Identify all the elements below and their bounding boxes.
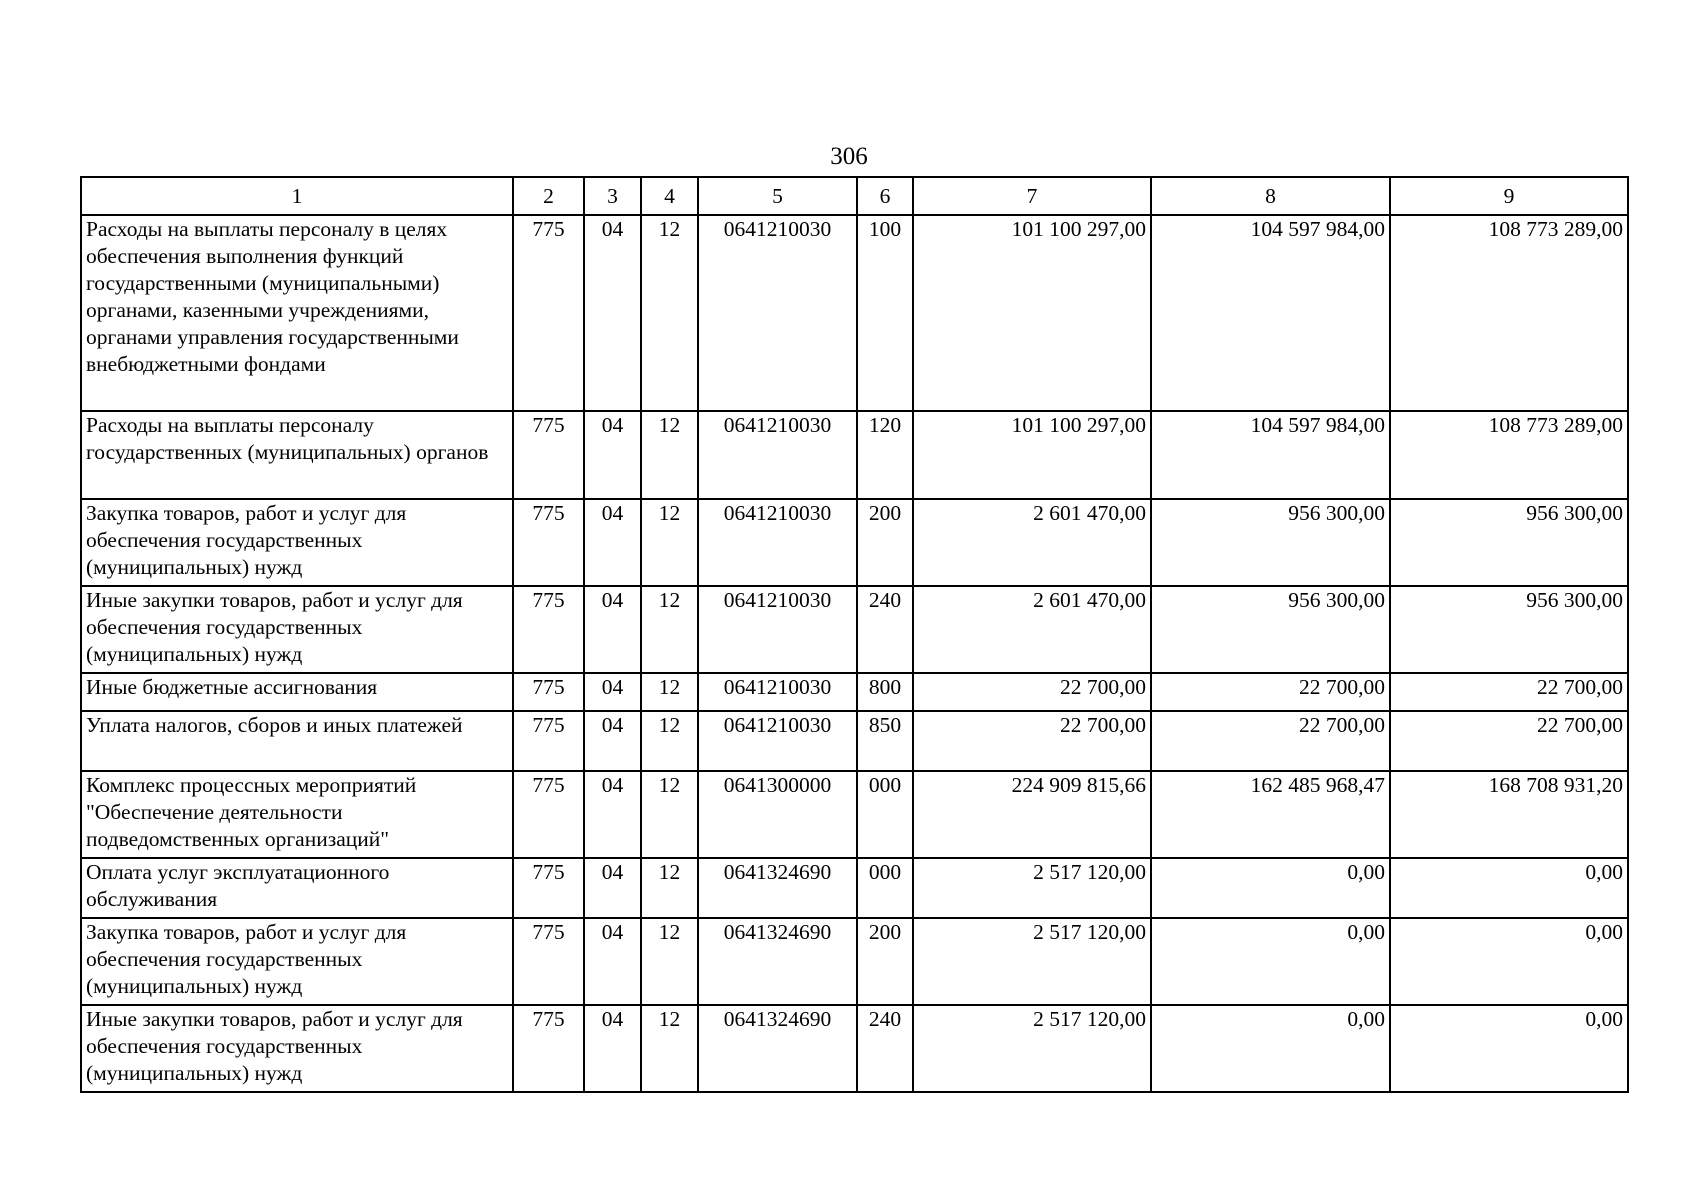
ministry-code: 775: [513, 918, 584, 1005]
amount-col-8: 956 300,00: [1151, 586, 1390, 673]
amount-col-7: 2 517 120,00: [913, 1005, 1151, 1092]
amount-col-8: 0,00: [1151, 1005, 1390, 1092]
amount-col-9: 0,00: [1390, 918, 1628, 1005]
row-name: Закупка товаров, работ и услуг для обеспечения государственных (муниципальных) нужд: [81, 499, 513, 586]
column-header-3: 3: [584, 177, 641, 215]
row-name: Иные закупки товаров, работ и услуг для обеспечения государственных (муниципальных) нужд: [81, 586, 513, 673]
subsection-code: 12: [641, 771, 698, 858]
section-code: 04: [584, 1005, 641, 1092]
expense-type-code: 120: [857, 411, 913, 499]
target-article-code: 0641210030: [698, 586, 857, 673]
amount-col-7: 22 700,00: [913, 711, 1151, 771]
column-header-9: 9: [1390, 177, 1628, 215]
amount-col-9: 956 300,00: [1390, 586, 1628, 673]
target-article-code: 0641210030: [698, 711, 857, 771]
section-code: 04: [584, 771, 641, 858]
section-code: 04: [584, 499, 641, 586]
amount-col-8: 22 700,00: [1151, 673, 1390, 711]
row-name: Уплата налогов, сборов и иных платежей: [81, 711, 513, 771]
amount-col-7: 2 517 120,00: [913, 858, 1151, 918]
row-name: Иные бюджетные ассигнования: [81, 673, 513, 711]
budget-table: [80, 176, 1629, 1093]
amount-col-8: 104 597 984,00: [1151, 411, 1390, 499]
subsection-code: 12: [641, 411, 698, 499]
expense-type-code: 240: [857, 586, 913, 673]
row-name: Расходы на выплаты персоналу государственных (муниципальных) органов: [81, 411, 513, 499]
amount-col-7: 2 517 120,00: [913, 918, 1151, 1005]
subsection-code: 12: [641, 1005, 698, 1092]
section-code: 04: [584, 411, 641, 499]
table-row: [81, 771, 1628, 858]
column-header-8: 8: [1151, 177, 1390, 215]
amount-col-7: 2 601 470,00: [913, 586, 1151, 673]
table-row: [81, 673, 1628, 711]
section-code: 04: [584, 711, 641, 771]
expense-type-code: 100: [857, 215, 913, 411]
column-header-1: 1: [81, 177, 513, 215]
subsection-code: 12: [641, 918, 698, 1005]
amount-col-7: 22 700,00: [913, 673, 1151, 711]
expense-type-code: 200: [857, 499, 913, 586]
amount-col-9: 108 773 289,00: [1390, 215, 1628, 411]
amount-col-9: 0,00: [1390, 858, 1628, 918]
target-article-code: 0641210030: [698, 499, 857, 586]
column-header-2: 2: [513, 177, 584, 215]
target-article-code: 0641324690: [698, 918, 857, 1005]
amount-col-9: 168 708 931,20: [1390, 771, 1628, 858]
ministry-code: 775: [513, 673, 584, 711]
header-row: [81, 177, 1628, 215]
subsection-code: 12: [641, 673, 698, 711]
expense-type-code: 240: [857, 1005, 913, 1092]
ministry-code: 775: [513, 858, 584, 918]
subsection-code: 12: [641, 499, 698, 586]
column-header-7: 7: [913, 177, 1151, 215]
row-name: Комплекс процессных мероприятий "Обеспечение деятельности подведомственных организаций": [81, 771, 513, 858]
ministry-code: 775: [513, 499, 584, 586]
amount-col-8: 22 700,00: [1151, 711, 1390, 771]
section-code: 04: [584, 918, 641, 1005]
target-article-code: 0641300000: [698, 771, 857, 858]
subsection-code: 12: [641, 858, 698, 918]
ministry-code: 775: [513, 771, 584, 858]
ministry-code: 775: [513, 1005, 584, 1092]
target-article-code: 0641210030: [698, 215, 857, 411]
table-row: [81, 586, 1628, 673]
ministry-code: 775: [513, 586, 584, 673]
ministry-code: 775: [513, 411, 584, 499]
target-article-code: 0641324690: [698, 1005, 857, 1092]
page-number: 306: [830, 143, 868, 170]
amount-col-7: 224 909 815,66: [913, 771, 1151, 858]
target-article-code: 0641210030: [698, 673, 857, 711]
amount-col-8: 0,00: [1151, 858, 1390, 918]
amount-col-9: 22 700,00: [1390, 673, 1628, 711]
expense-type-code: 000: [857, 858, 913, 918]
column-header-6: 6: [857, 177, 913, 215]
section-code: 04: [584, 586, 641, 673]
table-row: [81, 711, 1628, 771]
column-header-4: 4: [641, 177, 698, 215]
expense-type-code: 200: [857, 918, 913, 1005]
amount-col-7: 2 601 470,00: [913, 499, 1151, 586]
amount-col-9: 0,00: [1390, 1005, 1628, 1092]
target-article-code: 0641324690: [698, 858, 857, 918]
subsection-code: 12: [641, 215, 698, 411]
expense-type-code: 800: [857, 673, 913, 711]
amount-col-8: 0,00: [1151, 918, 1390, 1005]
column-header-5: 5: [698, 177, 857, 215]
table-row: [81, 411, 1628, 499]
target-article-code: 0641210030: [698, 411, 857, 499]
subsection-code: 12: [641, 711, 698, 771]
amount-col-8: 162 485 968,47: [1151, 771, 1390, 858]
table-row: [81, 858, 1628, 918]
table-row: [81, 918, 1628, 1005]
expense-type-code: 000: [857, 771, 913, 858]
section-code: 04: [584, 858, 641, 918]
ministry-code: 775: [513, 215, 584, 411]
amount-col-7: 101 100 297,00: [913, 215, 1151, 411]
section-code: 04: [584, 215, 641, 411]
row-name: Оплата услуг эксплуатационного обслуживания: [81, 858, 513, 918]
table-row: [81, 215, 1628, 411]
section-code: 04: [584, 673, 641, 711]
amount-col-9: 108 773 289,00: [1390, 411, 1628, 499]
row-name: Расходы на выплаты персоналу в целях обеспечения выполнения функций государственными (муниципальными) органами, казенными учреждениями, органами управления государственными внебюджетными фондами: [81, 215, 513, 411]
amount-col-9: 22 700,00: [1390, 711, 1628, 771]
table-row: [81, 499, 1628, 586]
row-name: Иные закупки товаров, работ и услуг для обеспечения государственных (муниципальных) нужд: [81, 1005, 513, 1092]
table-row: [81, 1005, 1628, 1092]
amount-col-9: 956 300,00: [1390, 499, 1628, 586]
row-name: Закупка товаров, работ и услуг для обеспечения государственных (муниципальных) нужд: [81, 918, 513, 1005]
subsection-code: 12: [641, 586, 698, 673]
amount-col-8: 956 300,00: [1151, 499, 1390, 586]
ministry-code: 775: [513, 711, 584, 771]
amount-col-7: 101 100 297,00: [913, 411, 1151, 499]
amount-col-8: 104 597 984,00: [1151, 215, 1390, 411]
expense-type-code: 850: [857, 711, 913, 771]
